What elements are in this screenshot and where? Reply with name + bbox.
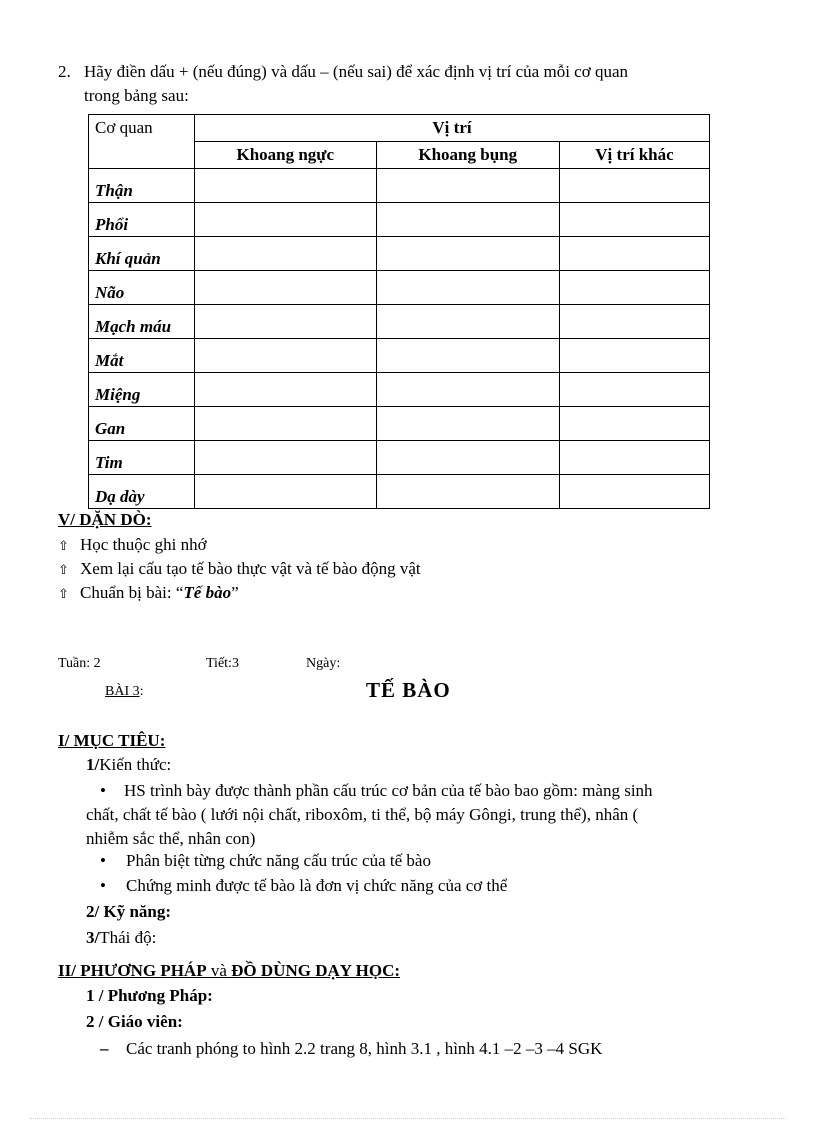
organ-name: Mắt	[89, 339, 195, 373]
table-row	[89, 407, 710, 441]
col-header-organ: Cơ quan	[89, 115, 195, 169]
answer-cell[interactable]	[376, 169, 559, 203]
organ-name: Tim	[89, 441, 195, 475]
arrow-up-icon: ⇧	[58, 539, 69, 554]
answer-cell[interactable]	[195, 237, 377, 271]
answer-cell[interactable]	[376, 475, 559, 509]
organ-position-table	[88, 114, 710, 509]
knowledge-heading: 1/Kiến thức:	[86, 755, 172, 774]
answer-cell[interactable]	[195, 475, 377, 509]
answer-cell[interactable]	[195, 169, 377, 203]
answer-cell[interactable]	[195, 407, 377, 441]
organ-name: Gan	[89, 407, 195, 441]
answer-cell[interactable]	[195, 339, 377, 373]
answer-cell[interactable]	[376, 407, 559, 441]
answer-cell[interactable]	[195, 203, 377, 237]
answer-cell[interactable]	[559, 305, 709, 339]
question-line2: trong bảng sau:	[84, 86, 189, 105]
organ-name: Dạ dày	[89, 475, 195, 509]
answer-cell[interactable]	[559, 339, 709, 373]
list-item: ⇧ Học thuộc ghi nhớ	[58, 534, 758, 558]
organ-name: Miệng	[89, 373, 195, 407]
answer-cell[interactable]	[559, 407, 709, 441]
answer-cell[interactable]	[376, 305, 559, 339]
week-label: Tuần: 2	[58, 656, 101, 671]
lesson-title: TẾ BÀO	[366, 678, 451, 702]
organ-name: Não	[89, 271, 195, 305]
section-v-list	[58, 534, 758, 606]
teacher-item: – Các tranh phóng to hình 2.2 trang 8, hình 3.1 , hình 4.1 –2 –3 –4 SGK	[100, 1039, 603, 1058]
date-label: Ngày:	[306, 656, 341, 671]
table-row	[89, 237, 710, 271]
page-divider	[30, 1118, 786, 1119]
lesson-label: BÀI 3:	[105, 684, 144, 699]
dash-icon: –	[100, 1039, 109, 1058]
arrow-up-icon: ⇧	[58, 587, 69, 602]
list-item: ⇧ Chuẩn bị bài: “Tế bào”	[58, 582, 758, 606]
period-label: Tiết:3	[206, 656, 239, 671]
table-row	[89, 203, 710, 237]
bullet-1: • HS trình bày được thành phần cấu trúc cơ bản của tế bào bao gồm: màng sinh chất, chất tế bào ( lưới nội chất, riboxôm, ti thể, bộ máy Gôngi, trung thể), nhân ( nhiễm sắc thể, nhân con)	[86, 781, 653, 848]
answer-cell[interactable]	[195, 373, 377, 407]
question-2	[58, 60, 768, 108]
method-heading: 1 / Phương Pháp:	[86, 986, 213, 1005]
table-row	[89, 305, 710, 339]
question-line1: Hãy điền dấu + (nếu đúng) và dấu – (nếu sai) để xác định vị trí của mỗi cơ quan	[84, 62, 628, 81]
arrow-up-icon: ⇧	[58, 563, 69, 578]
question-number: 2.	[58, 62, 71, 81]
answer-cell[interactable]	[376, 271, 559, 305]
answer-cell[interactable]	[559, 441, 709, 475]
table-row	[89, 373, 710, 407]
organ-name: Thận	[89, 169, 195, 203]
answer-cell[interactable]	[559, 373, 709, 407]
table-row	[89, 339, 710, 373]
answer-cell[interactable]	[195, 271, 377, 305]
organ-name: Mạch máu	[89, 305, 195, 339]
table-row	[89, 441, 710, 475]
col-header-chest: Khoang ngực	[195, 142, 377, 169]
answer-cell[interactable]	[195, 305, 377, 339]
bullet-2: • Phân biệt từng chức năng cấu trúc của tế bào	[100, 851, 431, 870]
table-row	[89, 169, 710, 203]
section-i-title: I/ MỤC TIÊU:	[58, 731, 166, 750]
list-item: ⇧ Xem lại cấu tạo tế bào thực vật và tế bào động vật	[58, 558, 758, 582]
answer-cell[interactable]	[376, 373, 559, 407]
answer-cell[interactable]	[376, 237, 559, 271]
answer-cell[interactable]	[559, 237, 709, 271]
answer-cell[interactable]	[376, 339, 559, 373]
skill-heading: 2/ Kỹ năng:	[86, 902, 172, 921]
col-header-position: Vị trí	[195, 115, 710, 142]
bullet-icon: •	[100, 781, 106, 800]
col-header-abdomen: Khoang bụng	[376, 142, 559, 169]
teacher-heading: 2 / Giáo viên:	[86, 1012, 183, 1031]
answer-cell[interactable]	[559, 169, 709, 203]
answer-cell[interactable]	[195, 441, 377, 475]
section-v-title: V/ DẶN DÒ:	[58, 510, 152, 529]
answer-cell[interactable]	[559, 271, 709, 305]
table-row	[89, 475, 710, 509]
answer-cell[interactable]	[376, 203, 559, 237]
table-row	[89, 271, 710, 305]
attitude-heading: 3/Thái độ:	[86, 928, 157, 947]
bullet-icon: •	[100, 876, 106, 895]
answer-cell[interactable]	[559, 203, 709, 237]
organ-name: Khí quản	[89, 237, 195, 271]
bullet-3: • Chứng minh được tế bào là đơn vị chức năng của cơ thể	[100, 876, 508, 895]
bullet-icon: •	[100, 851, 106, 870]
answer-cell[interactable]	[559, 475, 709, 509]
col-header-other: Vị trí khác	[559, 142, 709, 169]
section-ii-title: II/ PHƯƠNG PHÁP và ĐỒ DÙNG DẠY HỌC:	[58, 961, 401, 980]
answer-cell[interactable]	[376, 441, 559, 475]
organ-name: Phổi	[89, 203, 195, 237]
